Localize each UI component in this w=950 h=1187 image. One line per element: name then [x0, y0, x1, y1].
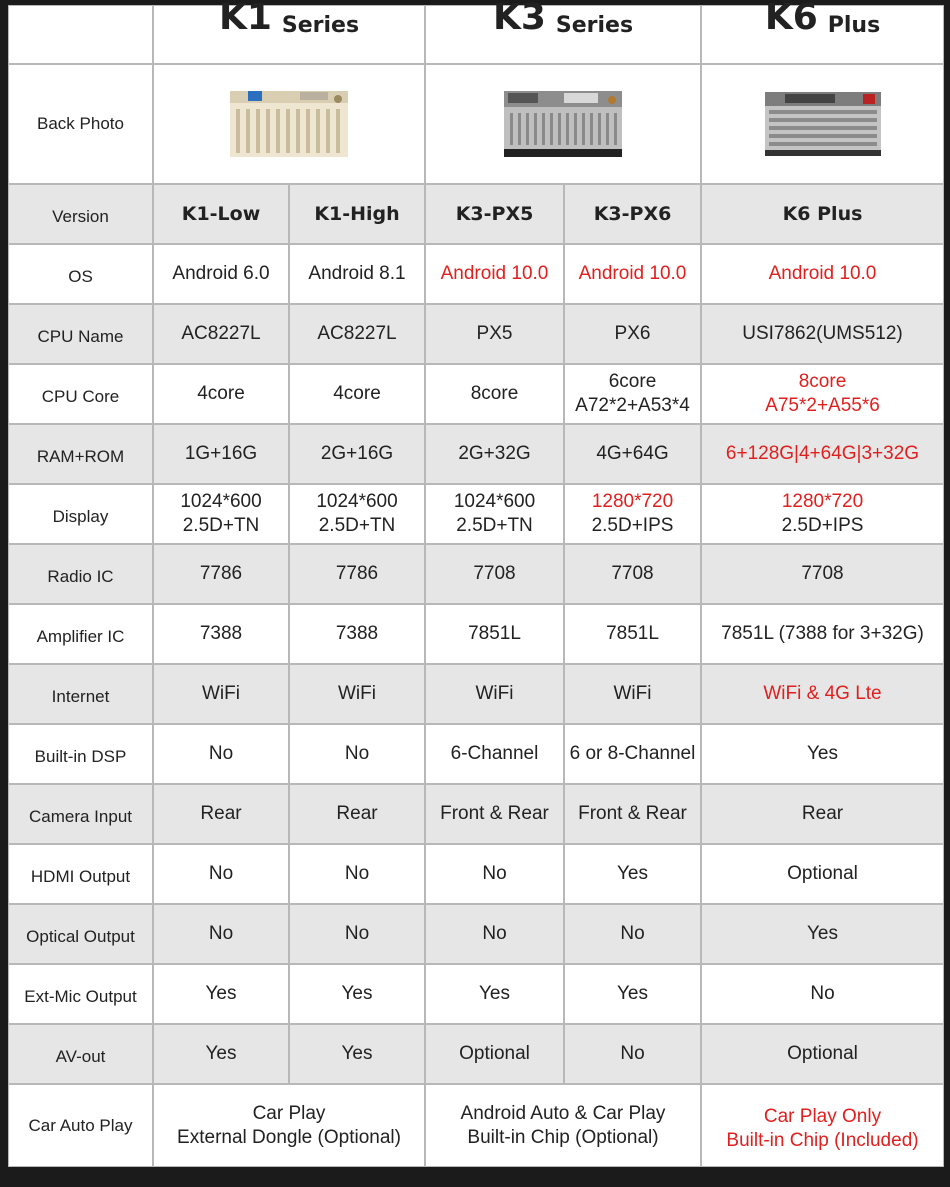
spec-cell	[154, 605, 288, 663]
spec-cell	[426, 785, 563, 843]
spec-cell	[154, 845, 288, 903]
spec-value: 2.5D+TN	[318, 515, 396, 536]
car-play-line: Car Play Only	[763, 1105, 882, 1127]
spec-cell	[702, 485, 943, 543]
spec-cell	[426, 845, 563, 903]
spec-value: 1024*600	[453, 491, 536, 512]
corner-cell	[9, 6, 152, 63]
row-label-av-out: AV-out	[9, 1025, 152, 1083]
comparison-table	[8, 0, 944, 1167]
row-label-display: Display	[9, 485, 152, 543]
spec-value: No	[344, 743, 370, 764]
spec-value: Optional	[787, 1043, 858, 1064]
spec-cell	[290, 245, 424, 303]
row-label-built-in-dsp: Built-in DSP	[9, 725, 152, 783]
spec-cell	[154, 245, 288, 303]
spec-value: Rear	[801, 803, 844, 824]
spec-value: Yes	[205, 1043, 237, 1064]
spec-value: 2.5D+TN	[456, 515, 533, 536]
spec-cell	[290, 485, 424, 543]
spec-value: Yes	[341, 1043, 373, 1064]
spec-value: Yes	[807, 743, 838, 764]
spec-cell	[565, 605, 700, 663]
spec-value: 7708	[611, 563, 654, 584]
spec-value: 4core	[333, 383, 381, 404]
spec-value: Android 10.0	[440, 263, 549, 284]
spec-value: 7388	[199, 623, 243, 644]
spec-value: 6 or 8-Channel	[569, 743, 696, 764]
spec-value: No	[620, 1043, 645, 1064]
spec-cell	[154, 1025, 288, 1083]
back-photo-k6	[702, 65, 943, 183]
spec-value: 7388	[335, 623, 379, 644]
car-play-line: Built-in Chip (Optional)	[467, 1126, 659, 1148]
header-k1-series	[154, 0, 424, 63]
spec-cell	[426, 425, 563, 483]
k1-back-photo-image	[230, 91, 348, 157]
spec-value: USI7862(UMS512)	[742, 323, 903, 344]
spec-cell	[426, 1025, 563, 1083]
spec-cell	[154, 485, 288, 543]
spec-value: 1024*600	[180, 491, 262, 512]
spec-value: No	[620, 923, 645, 944]
spec-cell	[702, 305, 943, 363]
spec-value: 1G+16G	[184, 443, 258, 464]
car-play-k1	[154, 1085, 424, 1166]
car-play-k6	[702, 1085, 943, 1166]
spec-value: Optional	[787, 863, 858, 884]
spec-cell	[154, 785, 288, 843]
row-label-camera-input: Camera Input	[9, 785, 152, 843]
version-k1-low: K1-Low	[154, 185, 288, 243]
spec-value: 7851L	[606, 623, 659, 644]
spec-cell	[565, 545, 700, 603]
spec-value: Yes	[617, 983, 648, 1004]
k3-back-photo-image	[504, 91, 622, 157]
spec-cell	[426, 965, 563, 1023]
spec-value: Front & Rear	[440, 803, 549, 824]
spec-cell	[565, 1025, 700, 1083]
row-label-amplifier-ic: Amplifier IC	[9, 605, 152, 663]
spec-cell	[702, 665, 943, 723]
spec-value: No	[208, 863, 234, 884]
row-label-cpu-core: CPU Core	[9, 365, 152, 423]
spec-value: Android 10.0	[768, 263, 877, 284]
spec-value: No	[810, 983, 835, 1004]
header-k3-series	[426, 0, 700, 63]
spec-value: 1280*720	[781, 491, 864, 512]
spec-cell	[290, 845, 424, 903]
spec-cell	[565, 665, 700, 723]
spec-cell	[290, 785, 424, 843]
row-label-version: Version	[9, 185, 152, 243]
spec-value: WiFi	[475, 683, 514, 704]
spec-cell	[154, 665, 288, 723]
spec-cell	[154, 545, 288, 603]
row-label-radio-ic: Radio IC	[9, 545, 152, 603]
spec-value: AC8227L	[317, 323, 397, 344]
spec-cell	[426, 305, 563, 363]
spec-cell	[426, 665, 563, 723]
row-label-ram-rom: RAM+ROM	[9, 425, 152, 483]
version-k3-px6: K3-PX6	[565, 185, 700, 243]
car-play-line: Car Play	[252, 1102, 326, 1124]
spec-cell	[154, 305, 288, 363]
car-play-k3	[426, 1085, 700, 1166]
spec-cell	[565, 425, 700, 483]
spec-cell	[702, 1025, 943, 1083]
spec-value: Android 10.0	[578, 263, 687, 284]
spec-cell	[154, 965, 288, 1023]
spec-cell	[565, 905, 700, 963]
spec-value: Rear	[200, 803, 242, 824]
series-suffix: Series	[281, 13, 360, 38]
spec-value: 4G+64G	[596, 443, 669, 464]
spec-cell	[702, 245, 943, 303]
spec-value: WiFi	[202, 683, 240, 704]
spec-cell	[565, 725, 700, 783]
spec-value: 2.5D+TN	[182, 515, 260, 536]
spec-value: AC8227L	[181, 323, 261, 344]
spec-cell	[290, 965, 424, 1023]
spec-value: 7708	[801, 563, 844, 584]
spec-cell	[426, 545, 563, 603]
spec-cell	[290, 605, 424, 663]
version-k3-px5: K3-PX5	[426, 185, 563, 243]
series-name: K6	[764, 0, 818, 38]
spec-cell	[702, 905, 943, 963]
spec-value: 2.5D+IPS	[591, 515, 674, 536]
header-k6-plus	[702, 0, 943, 63]
spec-cell	[565, 845, 700, 903]
row-label-cpu-name: CPU Name	[9, 305, 152, 363]
spec-cell	[290, 665, 424, 723]
spec-value: No	[208, 743, 234, 764]
spec-value: 7851L	[468, 623, 521, 644]
spec-cell	[702, 725, 943, 783]
spec-cell	[565, 245, 700, 303]
spec-value: No	[344, 923, 370, 944]
spec-cell	[154, 425, 288, 483]
spec-cell	[290, 905, 424, 963]
spec-cell	[702, 605, 943, 663]
spec-value: 2.5D+IPS	[781, 515, 864, 536]
spec-value: Front & Rear	[578, 803, 687, 824]
spec-value: Yes	[341, 983, 373, 1004]
row-label-optical-output: Optical Output	[9, 905, 152, 963]
spec-value: No	[344, 863, 370, 884]
version-k6-plus: K6 Plus	[702, 185, 943, 243]
spec-value: Yes	[479, 983, 510, 1004]
back-photo-k3	[426, 65, 700, 183]
spec-value: No	[482, 863, 507, 884]
spec-value: A75*2+A55*6	[765, 395, 880, 416]
spec-cell	[290, 305, 424, 363]
car-play-line: Built-in Chip (Included)	[726, 1129, 919, 1151]
spec-value: Yes	[807, 923, 838, 944]
spec-value: Yes	[205, 983, 237, 1004]
spec-value: Rear	[336, 803, 378, 824]
spec-cell	[426, 245, 563, 303]
spec-value: 6-Channel	[450, 743, 539, 764]
spec-cell	[565, 785, 700, 843]
back-photo-k1	[154, 65, 424, 183]
row-label-os: OS	[9, 245, 152, 303]
series-suffix: Plus	[827, 13, 881, 38]
series-name: K1	[218, 0, 272, 38]
spec-cell	[702, 845, 943, 903]
spec-value: No	[208, 923, 234, 944]
spec-value: 6core	[608, 371, 657, 392]
spec-cell	[565, 485, 700, 543]
spec-value: 2G+16G	[320, 443, 394, 464]
spec-cell	[565, 365, 700, 423]
row-label-back-photo: Back Photo	[9, 65, 152, 183]
spec-value: PX6	[614, 323, 651, 344]
spec-cell	[426, 905, 563, 963]
spec-value: WiFi & 4G Lte	[763, 683, 882, 704]
car-play-line: Android Auto & Car Play	[460, 1102, 666, 1124]
spec-value: WiFi	[338, 683, 376, 704]
series-suffix: Series	[555, 13, 634, 38]
version-k1-high: K1-High	[290, 185, 424, 243]
spec-value: PX5	[476, 323, 513, 344]
spec-cell	[702, 785, 943, 843]
spec-cell	[426, 485, 563, 543]
spec-value: 7786	[199, 563, 243, 584]
spec-value: No	[482, 923, 507, 944]
spec-value: A72*2+A53*4	[575, 395, 690, 416]
spec-value: 1024*600	[316, 491, 398, 512]
spec-cell	[426, 725, 563, 783]
spec-cell	[290, 1025, 424, 1083]
row-label-internet: Internet	[9, 665, 152, 723]
spec-value: Optional	[459, 1043, 530, 1064]
spec-value: Yes	[617, 863, 648, 884]
spec-cell	[154, 725, 288, 783]
spec-value: 6+128G|4+64G|3+32G	[725, 443, 920, 464]
car-play-line: External Dongle (Optional)	[177, 1126, 401, 1148]
spec-cell	[702, 425, 943, 483]
row-label-hdmi-output: HDMI Output	[9, 845, 152, 903]
spec-value: 4core	[197, 383, 245, 404]
spec-cell	[426, 365, 563, 423]
spec-cell	[290, 545, 424, 603]
spec-cell	[154, 365, 288, 423]
spec-value: 1280*720	[591, 491, 674, 512]
spec-cell	[702, 965, 943, 1023]
spec-value: 7708	[473, 563, 516, 584]
row-label-ext-mic-output: Ext-Mic Output	[9, 965, 152, 1023]
spec-value: 7851L (7388 for 3+32G)	[721, 623, 924, 644]
series-name: K3	[492, 0, 546, 38]
spec-value: Android 6.0	[172, 263, 270, 284]
spec-cell	[290, 725, 424, 783]
spec-cell	[565, 305, 700, 363]
spec-cell	[702, 365, 943, 423]
spec-cell	[565, 965, 700, 1023]
spec-cell	[702, 545, 943, 603]
spec-cell	[154, 905, 288, 963]
k6-back-photo-image	[765, 92, 881, 156]
spec-value: 8core	[470, 383, 519, 404]
spec-cell	[290, 425, 424, 483]
spec-cell	[426, 605, 563, 663]
spec-value: 8core	[798, 371, 847, 392]
spec-value: 7786	[335, 563, 379, 584]
row-label-car-auto-play: Car Auto Play	[9, 1085, 152, 1166]
spec-value: WiFi	[613, 683, 652, 704]
spec-value: Android 8.1	[308, 263, 406, 284]
spec-value: 2G+32G	[458, 443, 531, 464]
spec-cell	[290, 365, 424, 423]
